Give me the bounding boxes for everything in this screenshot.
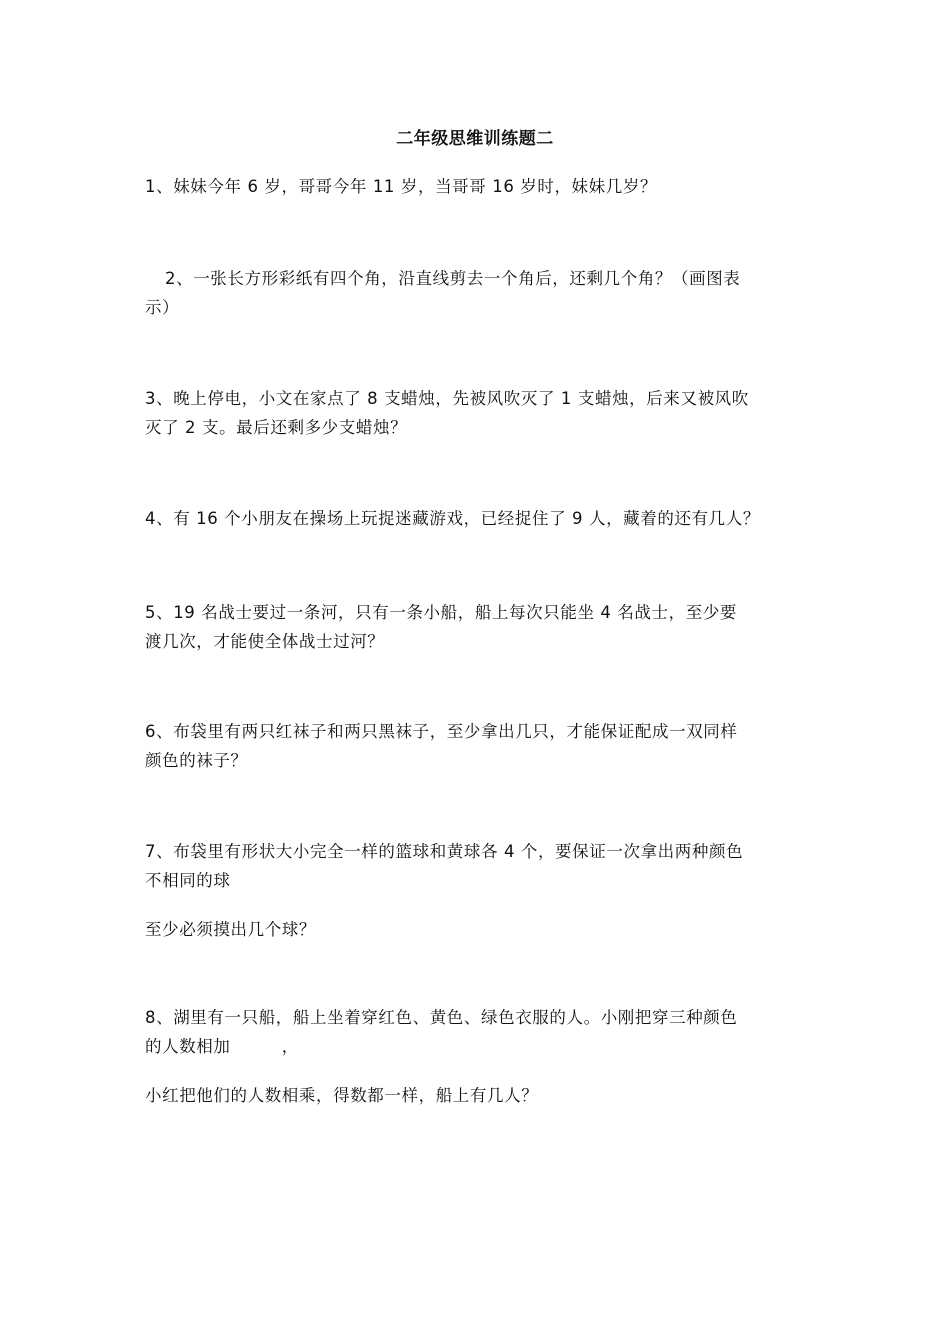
question-5-line-2: 渡几次，才能使全体战士过河？	[145, 632, 385, 651]
question-6-line-1: 6、布袋里有两只红袜子和两只黑袜子，至少拿出几只，才能保证配成一双同样	[145, 722, 738, 741]
question-4	[145, 504, 810, 533]
question-3	[145, 384, 810, 442]
document-title: 二年级思维训练题二	[396, 129, 554, 149]
question-8-line-2: 的人数相加 ，	[145, 1037, 299, 1056]
question-7-line-3: 至少必须摸出几个球？	[145, 920, 316, 939]
question-4-text: 4、有 16 个小朋友在操场上玩捉迷藏游戏，已经捉住了 9 人，藏着的还有几人？	[145, 509, 760, 528]
question-8-line-1: 8、湖里有一只船，船上坐着穿红色、黄色、绿色衣服的人。小刚把穿三种颜色	[145, 1008, 738, 1027]
question-3-line-2: 灭了 2 支。最后还剩多少支蜡烛？	[145, 418, 408, 437]
question-1-text: 1、妹妹今年 6 岁，哥哥今年 11 岁，当哥哥 16 岁时，妹妹几岁？	[145, 177, 658, 196]
question-5	[145, 598, 810, 656]
question-2-line-2: 示）	[145, 298, 180, 317]
question-7-line-1: 7、布袋里有形状大小完全一样的篮球和黄球各 4 个，要保证一次拿出两种颜色	[145, 842, 744, 861]
question-3-line-1: 3、晚上停电，小文在家点了 8 支蜡烛，先被风吹灭了 1 支蜡烛，后来又被风吹	[145, 389, 749, 408]
question-6	[145, 717, 810, 775]
question-5-line-1: 5、19 名战士要过一条河，只有一条小船，船上每次只能坐 4 名战士，至少要	[145, 603, 738, 622]
question-7-line-2: 不相同的球	[145, 871, 231, 890]
question-6-line-2: 颜色的袜子？	[145, 751, 248, 770]
question-2-line-1: 2、一张长方形彩纸有四个角，沿直线剪去一个角后，还剩几个角？（画图表	[165, 269, 741, 288]
question-2	[145, 264, 810, 322]
question-7	[145, 837, 810, 944]
question-8-line-3: 小红把他们的人数相乘，得数都一样，船上有几人？	[145, 1086, 539, 1105]
question-1	[145, 172, 810, 201]
question-8	[145, 1003, 810, 1110]
